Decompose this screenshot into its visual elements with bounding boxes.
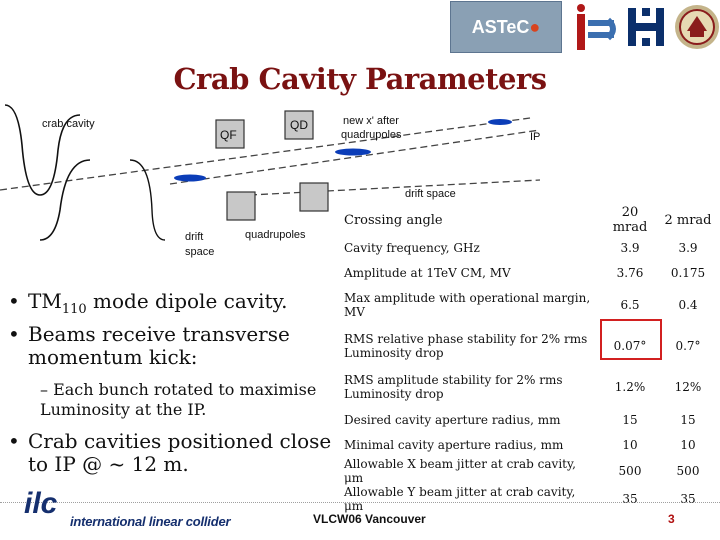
slide-title: Crab Cavity Parameters: [173, 62, 547, 96]
table-row: [340, 260, 716, 285]
label-new-x: new x' after: [343, 115, 399, 127]
row-value: 10: [622, 437, 638, 452]
label-qd: QD: [290, 118, 308, 132]
row-label: RMS amplitude stability for 2% rms Luminosity drop: [344, 372, 563, 401]
university-seal: [674, 4, 720, 50]
bullet-text: Crab cavities positioned close to IP @ ~ 12 m.: [28, 429, 332, 476]
row-value: 0.4: [678, 298, 698, 312]
row-value: 0.07°: [613, 338, 647, 353]
table-row: [340, 235, 716, 260]
sub-bullet-item: – Each bunch rotated to maximise Luminosity at the IP.: [40, 380, 317, 419]
label-space: space: [185, 246, 215, 258]
row-value: 15: [680, 412, 696, 427]
bullet-text: TM: [28, 289, 62, 313]
row-value: 3.9: [678, 240, 698, 255]
row-value: 3.76: [616, 265, 644, 280]
label-drift: drift: [185, 231, 204, 243]
row-label: Cavity frequency, GHz: [344, 240, 480, 255]
beam-line-drift: [250, 180, 540, 195]
label-new-x2: quadrupoles: [341, 129, 402, 141]
label-ip: IP: [530, 131, 540, 143]
table-row: [340, 457, 716, 485]
ilc-logo-text: international linear collider: [70, 514, 231, 529]
row-value: 500: [676, 464, 700, 478]
astec-logo: ASTeC ●: [450, 1, 562, 53]
label-crab-cavity: crab cavity: [42, 118, 95, 130]
table-row: [340, 407, 716, 432]
page-number: 3: [668, 512, 675, 526]
row-label: Minimal cavity aperture radius, mm: [344, 437, 564, 452]
fermilab-logo: [624, 4, 668, 50]
header-label: Crossing angle: [344, 212, 443, 228]
table-header-row: [340, 205, 716, 235]
label-quadrupoles: quadrupoles: [245, 229, 306, 241]
row-value: 1.2%: [614, 379, 646, 394]
row-label: Allowable X beam jitter at crab cavity, μm: [344, 457, 576, 485]
header-col2: 2 mrad: [664, 212, 712, 228]
row-value: 0.7°: [675, 338, 701, 353]
row-value: 500: [618, 464, 642, 478]
row-value: 35: [680, 492, 696, 506]
label-drift-space: drift space: [405, 188, 456, 200]
quad-box-lower: [227, 192, 255, 220]
row-value: 6.5: [620, 298, 640, 312]
bullet-text: Beams receive transverse momentum kick:: [28, 322, 290, 369]
bunch-marker: [174, 175, 206, 182]
row-value: 35: [622, 492, 638, 506]
bunch-marker: [335, 149, 371, 156]
row-value: 12%: [674, 379, 702, 394]
highlight-box: [600, 319, 662, 360]
row-label: Amplitude at 1TeV CM, MV: [344, 265, 511, 280]
table-row: [340, 432, 716, 457]
quad-box-lower: [300, 183, 328, 211]
ilc-logo: ilc: [24, 487, 58, 520]
row-value: 10: [680, 437, 696, 452]
label-qf: QF: [220, 128, 237, 142]
table-row: [340, 366, 716, 407]
row-label: Allowable Y beam jitter at crab cavity, μm: [344, 485, 576, 513]
table-row: [340, 485, 716, 513]
drift-wave: [40, 160, 90, 240]
row-value: 3.9: [620, 240, 640, 255]
bunch-marker: [488, 119, 512, 125]
bullet-text: mode dipole cavity.: [86, 289, 288, 313]
logo-bar: [450, 0, 720, 54]
astec-logo-text: ASTeC: [471, 16, 530, 37]
conference-label: VLCW06 Vancouver: [313, 512, 426, 526]
row-label: RMS relative phase stability for 2% rms Luminosity drop: [344, 331, 588, 360]
row-value: 0.175: [670, 265, 706, 280]
bullet-subscript: 110: [61, 302, 87, 317]
footer-divider: [0, 502, 720, 503]
header-col1: 20 mrad: [612, 205, 648, 235]
row-value: 15: [622, 412, 638, 427]
institute-logo: [568, 2, 618, 52]
row-label: Desired cavity aperture radius, mm: [344, 412, 561, 427]
row-label: Max amplitude with operational margin, MV: [344, 291, 591, 319]
